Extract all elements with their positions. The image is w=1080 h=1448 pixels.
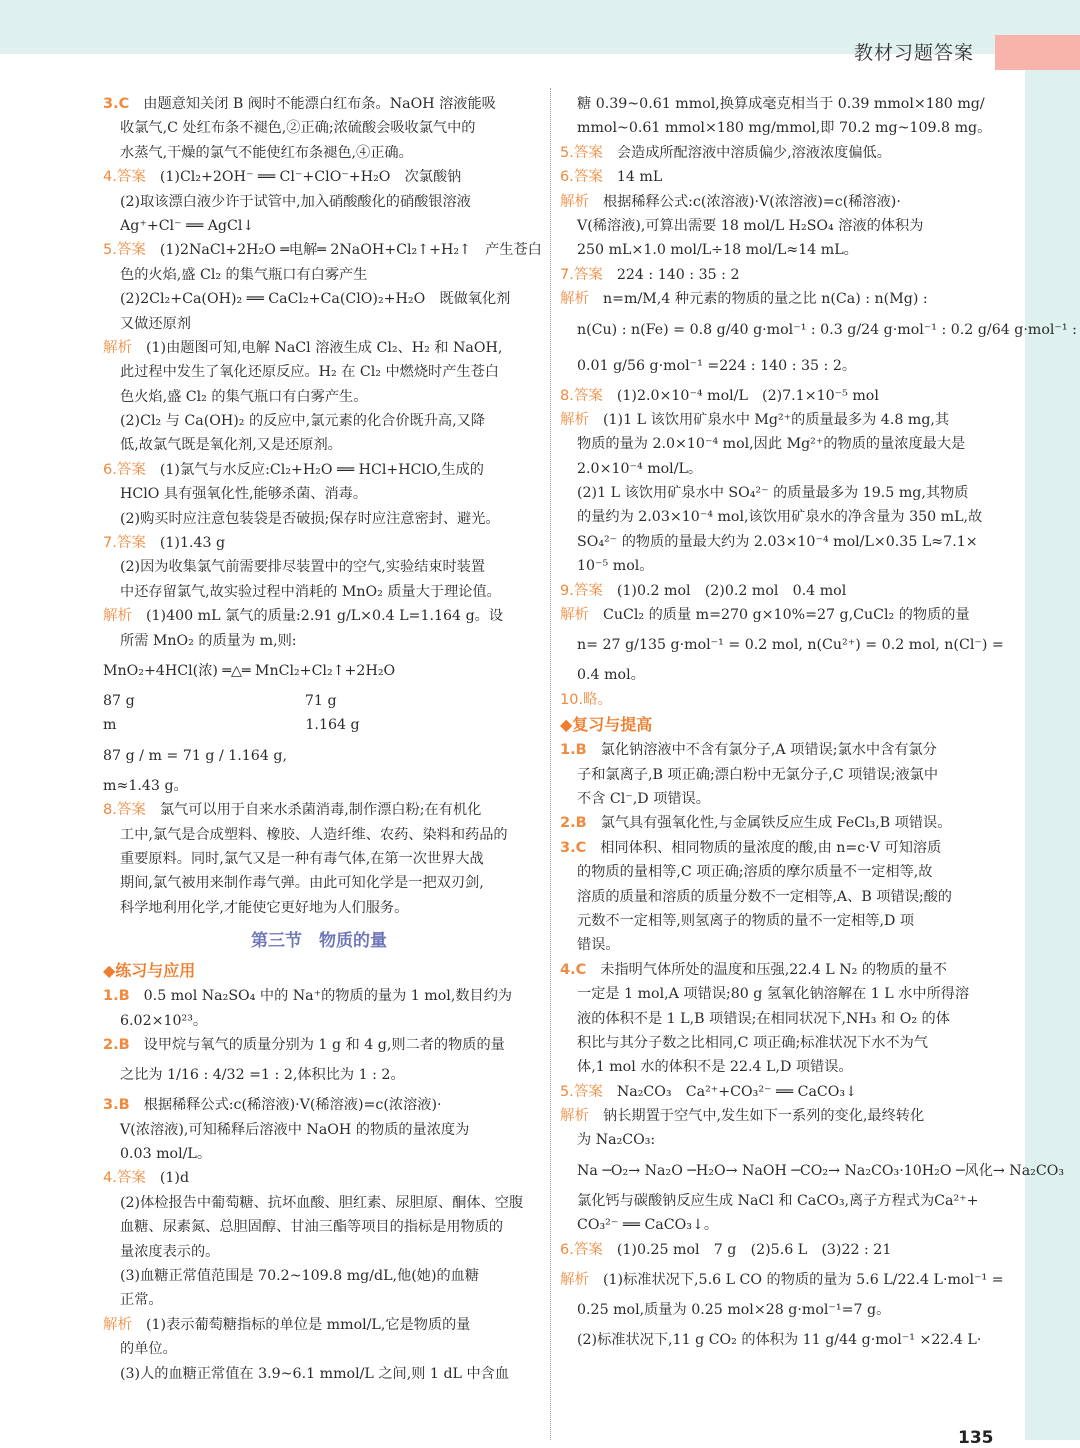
- line-text: 氯气具有强氧化性,与金属铁反应生成 FeCl₃,B 项错误。: [600, 815, 952, 832]
- text-line: [103, 1166, 535, 1190]
- text-line: [103, 360, 535, 384]
- line-text: 由题意知关闭 B 阀时不能漂白红布条。NaOH 溶液能吸: [143, 96, 496, 112]
- line-text: 224 : 140 : 35 : 2: [616, 266, 740, 283]
- answer-label: 解析: [560, 193, 589, 210]
- text-line: [103, 984, 535, 1008]
- line-text: (3)人的血糖正常值在 3.9~6.1 mmol/L 之间,则 1 dL 中含血: [120, 1365, 510, 1382]
- text-line: [103, 713, 535, 737]
- line-text: 的物质的量相等,C 项正确;溶质的摩尔质量不一定相等,故: [577, 864, 933, 881]
- text-line: [103, 458, 535, 482]
- text-line: [103, 214, 535, 238]
- text-line: [560, 787, 992, 811]
- line-text: 所需 MnO₂ 的质量为 m,则:: [120, 632, 297, 649]
- text-line: [560, 958, 992, 982]
- text-line: [560, 408, 992, 432]
- line-text: (2)2Cl₂+Ca(OH)₂ ══ CaCl₂+Ca(ClO)₂+H₂O 既做氧化剂: [120, 291, 511, 308]
- line-text: 87 g / m = 71 g / 1.164 g,: [103, 747, 287, 764]
- text-line: [560, 384, 992, 408]
- line-text: m 1.164 g: [103, 717, 360, 734]
- answer-label: 解析: [560, 411, 589, 428]
- line-text: 的量约为 2.03×10⁻⁴ mol,该饮用矿泉水的净含量为 350 mL,故: [577, 509, 983, 526]
- answer-label: 6.答案: [560, 169, 603, 186]
- text-line: [103, 1057, 535, 1093]
- text-line: [560, 836, 992, 860]
- text-line: [560, 554, 992, 578]
- text-line: [103, 738, 535, 774]
- text-line: [103, 1313, 535, 1337]
- line-text: 250 mL×1.0 mol/L÷18 mol/L≈14 mL。: [577, 242, 858, 259]
- text-line: [560, 1104, 992, 1128]
- answer-label: 解析: [103, 339, 132, 356]
- line-text: m≈1.43 g。: [103, 777, 188, 794]
- text-line: [103, 1264, 535, 1288]
- line-text: mmol~0.61 mmol×180 mg/mmol,即 70.2 mg~109.8 mg。: [577, 120, 992, 137]
- text-line: [103, 1240, 535, 1264]
- text-line: [103, 847, 535, 871]
- text-line: [103, 774, 535, 798]
- text-line: [103, 1362, 535, 1386]
- line-text: 6.02×10²³。: [120, 1012, 208, 1029]
- text-line: [560, 214, 992, 238]
- text-line: [103, 1288, 535, 1312]
- line-text: V(浓溶液),可知稀释后溶液中 NaOH 的物质的量浓度为: [120, 1121, 470, 1138]
- text-line: [103, 896, 535, 920]
- line-text: (1)400 mL 氯气的质量:2.91 g/L×0.4 L=1.164 g。设: [146, 608, 504, 625]
- answer-label: 6.答案: [103, 461, 146, 478]
- line-text: 工中,氯气是合成塑料、橡胶、人造纤维、农药、染料和药品的: [120, 826, 508, 843]
- text-line: [103, 871, 535, 895]
- answer-label: 4.C: [560, 961, 587, 978]
- text-line: [103, 1033, 535, 1057]
- line-text: 正常。: [120, 1292, 163, 1309]
- line-text: 根据稀释公式:c(稀溶液)·V(稀溶液)=c(浓溶液)·: [143, 1097, 442, 1114]
- margin-strip: [1025, 70, 1080, 1440]
- line-text: Ag⁺+Cl⁻ ══ AgCl↓: [120, 217, 255, 234]
- text-line: [560, 1262, 1004, 1298]
- text-line: [560, 1031, 992, 1055]
- text-line: [103, 263, 535, 287]
- text-line: [560, 287, 992, 311]
- line-text: CO₃²⁻ ══ CaCO₃↓。: [577, 1217, 719, 1234]
- line-text: 液的体积不是 1 L,B 项错误;在相同状况下,NH₃ 和 O₂ 的体: [577, 1010, 950, 1027]
- text-line: [103, 653, 535, 689]
- line-text: 87 g 71 g: [103, 692, 337, 709]
- text-line: [560, 165, 992, 189]
- answer-label: 9.答案: [560, 582, 603, 599]
- answer-label: 1.B: [560, 742, 587, 759]
- text-line: [103, 116, 535, 140]
- line-text: (1)由题图可知,电解 NaCl 溶液生成 Cl₂、H₂ 和 NaOH,: [146, 339, 503, 356]
- text-line: [560, 1128, 992, 1152]
- line-text: n= 27 g/135 g·mol⁻¹ = 0.2 mol, n(Cu²⁺) = 0.2 mol, n(Cl⁻) =: [577, 637, 1004, 654]
- text-line: [560, 860, 992, 884]
- answer-label: 7.答案: [103, 535, 146, 552]
- answer-label: 解析: [103, 1316, 132, 1333]
- line-text: 氯化钙与碳酸钠反应生成 NaCl 和 CaCO₃,离子方程式为Ca²⁺+: [577, 1192, 979, 1209]
- line-text: 之比为 1/16 : 4/32 =1 : 2,体积比为 1 : 2。: [120, 1067, 405, 1084]
- text-line: [560, 1153, 1065, 1189]
- line-text: (1)表示葡萄糖指标的单位是 mmol/L,它是物质的量: [146, 1316, 471, 1333]
- text-line: [103, 409, 535, 433]
- text-line: [560, 885, 992, 909]
- text-line: [560, 141, 992, 165]
- text-line: [560, 933, 992, 957]
- line-text: 一定是 1 mol,A 项错误;80 g 氢氧化钠溶解在 1 L 水中所得溶: [577, 986, 970, 1003]
- line-text: HClO 具有强氧化性,能够杀菌、消毒。: [120, 486, 368, 503]
- line-text: (2)1 L 该饮用矿泉水中 SO₄²⁻ 的质量最多为 19.5 mg,其物质: [577, 485, 969, 502]
- line-text: 为 Na₂CO₃:: [577, 1132, 656, 1149]
- line-text: 氯气可以用于自来水杀菌消毒,制作漂白粉;在有机化: [159, 802, 482, 819]
- line-text: 设甲烷与氧气的质量分别为 1 g 和 4 g,则二者的物质的量: [143, 1036, 505, 1053]
- line-text: 科学地利用化学,才能使它更好地为人们服务。: [120, 899, 409, 916]
- text-line: [103, 1093, 535, 1117]
- header-accent-tab: [995, 35, 1080, 70]
- text-line: [560, 1080, 992, 1104]
- text-line: [560, 982, 992, 1006]
- line-text: Na ─O₂→ Na₂O ─H₂O→ NaOH ─CO₂→ Na₂CO₃·10H₂O ─风化→ Na₂CO₃: [577, 1162, 1065, 1179]
- line-text: 体,1 mol 水的体积不是 22.4 L,D 项错误。: [577, 1059, 853, 1076]
- text-line: [560, 92, 992, 116]
- line-text: (1)d: [159, 1170, 190, 1187]
- subsection-title: ◆复习与提高: [560, 715, 653, 735]
- line-text: (1)1 L 该饮用矿泉水中 Mg²⁺的质量最多为 4.8 mg,其: [603, 411, 950, 428]
- text-line: [560, 190, 992, 214]
- answer-label: 1.B: [103, 988, 130, 1005]
- line-text: 中还存留氯气,故实验过程中消耗的 MnO₂ 质量大于理论值。: [120, 583, 501, 600]
- header-title: 教材习题答案: [853, 42, 974, 64]
- line-text: 0.4 mol。: [577, 667, 645, 684]
- answer-label: 8.答案: [560, 387, 603, 404]
- text-line: [560, 603, 992, 627]
- text-line: [103, 629, 535, 653]
- text-line: [560, 1298, 992, 1322]
- line-text: 根据稀释公式:c(浓溶液)·V(浓溶液)=c(稀溶液)·: [603, 193, 901, 210]
- text-line: [103, 531, 535, 555]
- line-text: (2)Cl₂ 与 Ca(OH)₂ 的反应中,氯元素的化合价既升高,又降: [120, 413, 485, 430]
- line-text: 元数不一定相等,则氢离子的物质的量不一定相等,D 项: [577, 912, 915, 929]
- text-line: [103, 190, 535, 214]
- text-line: [103, 604, 535, 628]
- line-text: 会造成所配溶液中溶质偏少,溶液浓度偏低。: [616, 144, 891, 161]
- line-text: 氯化钠溶液中不含有氯分子,A 项错误;氯水中含有氯分: [600, 742, 937, 759]
- line-text: 积比与其分子数之比相同,C 项正确;标准状况下水不为气: [577, 1034, 928, 1051]
- line-text: 色火焰,盛 Cl₂ 的集气瓶口有白雾产生。: [120, 388, 368, 405]
- line-text: (1)标准状况下,5.6 L CO 的物质的量为 5.6 L/22.4 L·mol⁻¹ =: [603, 1272, 1004, 1289]
- text-line: [103, 336, 535, 360]
- answer-label: 7.答案: [560, 266, 603, 283]
- text-line: [560, 811, 992, 835]
- line-text: 收氯气,C 处红布条不褪色,②正确;浓硫酸会吸收氯气中的: [120, 120, 476, 137]
- line-text: (3)血糖正常值范围是 70.2~109.8 mg/dL,他(她)的血糖: [120, 1268, 480, 1285]
- section-title: 第三节 物质的量: [251, 931, 387, 952]
- text-line: [560, 530, 992, 554]
- line-text: V(稀溶液),可算出需要 18 mol/L H₂SO₄ 溶液的体积为: [577, 217, 924, 234]
- line-text: 0.25 mol,质量为 0.25 mol×28 g·mol⁻¹=7 g。: [577, 1302, 891, 1319]
- line-text: 此过程中发生了氧化还原反应。H₂ 在 Cl₂ 中燃烧时产生苍白: [120, 364, 499, 381]
- text-line: [103, 385, 535, 409]
- line-text: 0.03 mol/L。: [120, 1146, 212, 1163]
- text-line: [103, 555, 535, 579]
- line-text: 10⁻⁵ mol。: [577, 558, 654, 575]
- answer-label: 4.答案: [103, 1170, 146, 1187]
- line-text: (2)购买时应注意包装袋是否破损;保存时应注意密封、避光。: [120, 510, 500, 527]
- text-line: [560, 312, 1077, 348]
- text-line: [560, 909, 992, 933]
- line-text: 溶质的质量和溶质的质量分数不一定相等,A、B 项错误;酸的: [577, 888, 952, 905]
- text-line: [103, 141, 535, 165]
- line-text: 量浓度表示的。: [120, 1243, 220, 1260]
- line-text: 0.5 mol Na₂SO₄ 中的 Na⁺的物质的量为 1 mol,数目约为: [143, 988, 513, 1005]
- line-text: 低,故氯气既是氧化剂,又是还原剂。: [120, 437, 342, 454]
- line-text: CuCl₂ 的质量 m=270 g×10%=27 g,CuCl₂ 的物质的量: [603, 607, 970, 624]
- text-line: [103, 433, 535, 457]
- text-line: [103, 580, 535, 604]
- text-line: [103, 798, 535, 822]
- text-line: [560, 432, 992, 456]
- line-text: 0.01 g/56 g·mol⁻¹ =224 : 140 : 35 : 2。: [577, 357, 857, 374]
- column-divider: [550, 88, 551, 1440]
- text-line: [560, 663, 992, 687]
- text-line: [560, 263, 992, 287]
- line-text: 未指明气体所处的温度和压强,22.4 L N₂ 的物质的量不: [600, 961, 947, 978]
- answer-label: 2.B: [560, 815, 587, 832]
- line-text: (1)氯气与水反应:Cl₂+H₂O ══ HCl+HClO,生成的: [159, 461, 484, 478]
- line-text: 重要原料。同时,氯气又是一种有毒气体,在第一次世界大战: [120, 850, 484, 867]
- line-text: (1)0.25 mol 7 g (2)5.6 L (3)22 : 21: [616, 1241, 892, 1258]
- text-line: [560, 738, 992, 762]
- text-line: [103, 312, 535, 336]
- text-line: [560, 1189, 992, 1213]
- line-text: Na₂CO₃ Ca²⁺+CO₃²⁻ ══ CaCO₃↓: [616, 1083, 857, 1100]
- answer-label: 解析: [560, 1108, 589, 1125]
- answer-label: 2.B: [103, 1036, 130, 1053]
- line-text: (1)Cl₂+2OH⁻ ══ Cl⁻+ClO⁻+H₂O 次氯酸钠: [159, 169, 462, 186]
- text-line: [560, 1238, 992, 1262]
- text-line: [103, 482, 535, 506]
- text-line: [103, 507, 535, 531]
- text-line: [560, 457, 992, 481]
- answer-label: 解析: [560, 291, 589, 308]
- text-line: [560, 1055, 992, 1079]
- line-text: (2)体检报告中葡萄糖、抗坏血酸、胆红素、尿胆原、酮体、空腹: [120, 1194, 524, 1211]
- line-text: 错误。: [577, 937, 620, 954]
- line-text: (1)1.43 g: [159, 535, 226, 552]
- answer-label: 解析: [560, 1272, 589, 1289]
- line-text: (1)0.2 mol (2)0.2 mol 0.4 mol: [616, 582, 847, 599]
- line-text: 钠长期置于空气中,发生如下一系列的变化,最终转化: [603, 1108, 925, 1125]
- text-line: [560, 579, 992, 603]
- line-text: 14 mL: [616, 169, 663, 186]
- text-line: [560, 481, 992, 505]
- answer-label: 5.答案: [560, 144, 603, 161]
- line-text: 血糖、尿素氮、总胆固醇、甘油三酯等项目的指标是用物质的: [120, 1219, 504, 1236]
- text-line: [103, 1009, 535, 1033]
- text-line: [560, 116, 992, 140]
- text-line: [560, 1322, 992, 1358]
- line-text: (1)2NaCl+2H₂O ═电解═ 2NaOH+Cl₂↑+H₂↑ 产生苍白: [159, 242, 542, 259]
- text-line: [103, 287, 535, 311]
- line-text: 期间,氯气被用来制作毒气弹。由此可知化学是一把双刃剑,: [120, 875, 484, 892]
- answer-label: 4.答案: [103, 169, 146, 186]
- text-line: [103, 238, 542, 262]
- line-text: (2)标准状况下,11 g CO₂ 的体积为 11 g/44 g·mol⁻¹ ×22.4 L·: [577, 1332, 982, 1349]
- line-text: (1)2.0×10⁻⁴ mol/L (2)7.1×10⁻⁵ mol: [616, 387, 879, 404]
- text-line: [560, 1213, 992, 1237]
- text-line: [560, 688, 992, 712]
- answer-label: 6.答案: [560, 1241, 603, 1258]
- line-text: (2)因为收集氯气前需要排尽装置中的空气,实验结束时装置: [120, 559, 486, 576]
- text-line: [103, 1142, 535, 1166]
- line-text: 不含 Cl⁻,D 项错误。: [577, 790, 710, 807]
- line-text: n=m/M,4 种元素的物质的量之比 n(Ca) : n(Mg) :: [603, 291, 928, 308]
- answer-label: 解析: [560, 607, 589, 624]
- answer-label: 3.C: [103, 96, 130, 112]
- text-line: [103, 1337, 535, 1361]
- right-column: [560, 92, 1077, 1358]
- page-number: 135: [958, 1428, 994, 1448]
- text-line: [103, 689, 535, 713]
- text-line: [560, 238, 992, 262]
- line-text: n(Cu) : n(Fe) = 0.8 g/40 g·mol⁻¹ : 0.3 g/24 g·mol⁻¹ : 0.2 g/64 g·mol⁻¹ :: [577, 321, 1077, 338]
- line-text: 又做还原剂: [120, 315, 191, 332]
- text-line: [560, 505, 992, 529]
- text-line: [103, 1118, 535, 1142]
- line-text: 物质的量为 2.0×10⁻⁴ mol,因此 Mg²⁺的物质的量浓度最大是: [577, 436, 966, 453]
- text-line: [560, 348, 992, 384]
- text-line: [560, 763, 992, 787]
- line-text: 子和氯离子,B 项正确;漂白粉中无氯分子,C 项错误;液氯中: [577, 766, 939, 783]
- text-line: [103, 92, 535, 116]
- answer-label: 10.略。: [560, 691, 613, 708]
- line-text: SO₄²⁻ 的物质的量最大约为 2.03×10⁻⁴ mol/L×0.35 L≈7.1×: [577, 533, 978, 550]
- answer-label: 5.答案: [103, 242, 146, 259]
- text-line: [560, 627, 1004, 663]
- line-text: (2)取该漂白液少许于试管中,加入硝酸酸化的硝酸银溶液: [120, 193, 471, 210]
- line-text: 色的火焰,盛 Cl₂ 的集气瓶口有白雾产生: [120, 266, 368, 283]
- text-line: [103, 165, 535, 189]
- answer-label: 3.C: [560, 839, 587, 856]
- line-text: 糖 0.39~0.61 mmol,换算成毫克相当于 0.39 mmol×180 mg/: [577, 96, 985, 112]
- line-text: 2.0×10⁻⁴ mol/L。: [577, 460, 703, 477]
- line-text: MnO₂+4HCl(浓) ═△═ MnCl₂+Cl₂↑+2H₂O: [103, 662, 396, 679]
- text-line: [560, 1007, 992, 1031]
- answer-label: 解析: [103, 608, 132, 625]
- text-line: [103, 823, 535, 847]
- answer-label: 8.答案: [103, 802, 146, 819]
- answer-label: 5.答案: [560, 1083, 603, 1100]
- left-column: [103, 92, 542, 1386]
- answer-label: 3.B: [103, 1097, 130, 1114]
- text-line: [103, 1215, 535, 1239]
- line-text: 水蒸气,干燥的氯气不能使红布条褪色,④正确。: [120, 144, 413, 161]
- text-line: [103, 1191, 535, 1215]
- subsection-title: ◆练习与应用: [103, 961, 196, 981]
- line-text: 相同体积、相同物质的量浓度的酸,由 n=c·V 可知溶质: [600, 839, 942, 856]
- line-text: 的单位。: [120, 1341, 177, 1358]
